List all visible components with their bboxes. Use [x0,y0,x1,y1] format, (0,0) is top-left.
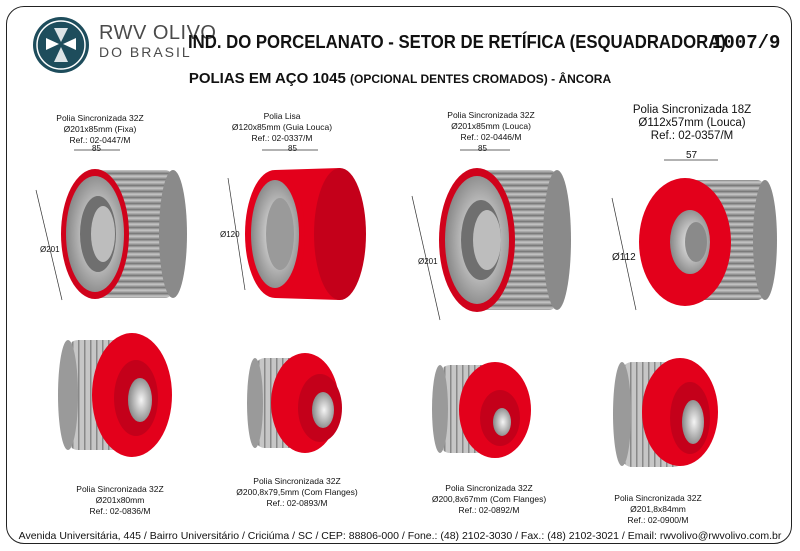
pulley-label-5-ref: Ref.: 02-0836/M [89,506,151,516]
pulley-02-0446 [412,150,571,320]
dim-width-1: 85 [92,144,101,153]
pulley-02-0893 [247,353,342,453]
pulley-02-0892 [432,362,531,458]
pulley-label-7-type: Polia Sincronizada 32Z [445,483,533,493]
dim-width-2: 85 [288,144,297,153]
pulley-label-4-type: Polia Sincronizada 18Z [632,104,752,116]
pulley-label-8-ref: Ref.: 02-0900/M [627,515,689,525]
pulley-label-4 [622,104,762,143]
pulley-label-2-ref: Ref.: 02-0337/M [251,133,313,143]
pulley-label-1-type: Polia Sincronizada 32Z [56,113,144,123]
pulley-label-1 [40,113,160,146]
dim-diameter-3: Ø201 [418,257,438,266]
pulley-02-0836 [58,333,172,457]
dim-width-4: 57 [686,150,698,161]
pulley-02-0900 [613,358,718,467]
pulley-label-3-type: Polia Sincronizada 32Z [447,110,535,120]
pulley-label-4-ref: Ref.: 02-0357/M [650,130,734,142]
dim-diameter-2: Ø120 [220,230,240,239]
pulley-label-5-size: Ø201x80mm [95,495,145,505]
subtitle-main: POLIAS EM AÇO 1045 [188,70,346,87]
pulley-label-7-ref: Ref.: 02-0892/M [458,505,520,515]
pulley-label-3-ref: Ref.: 02-0446/M [460,132,522,142]
pulley-label-5-type: Polia Sincronizada 32Z [76,484,164,494]
pulley-label-4-size: Ø112x57mm (Louca) [638,117,746,129]
page-title: IND. DO PORCELANATO - SETOR DE RETÍFICA (ESQUADRADORA) [188,32,726,52]
pulley-label-7-size: Ø200,8x67mm (Com Flanges) [431,494,547,504]
pulley-label-6-size: Ø200,8x79,5mm (Com Flanges) [236,487,358,497]
pulley-02-0447 [36,150,187,300]
subtitle-tail: - ÂNCORA [547,72,612,86]
pulley-label-7 [414,483,564,516]
pulley-label-6-type: Polia Sincronizada 32Z [253,476,341,486]
pulley-02-0357 [612,160,777,310]
dim-diameter-4: Ø112 [612,252,636,263]
pulley-label-8 [598,493,718,526]
document-code: I007/9 [712,32,781,54]
pulley-label-3-size: Ø201x85mm (Louca) [451,121,531,131]
brand-name: RWV OLIVO [99,22,217,44]
pulley-label-6-ref: Ref.: 02-0893/M [266,498,328,508]
brand-subname: DO BRASIL [99,44,192,60]
pulley-label-2-size: Ø120x85mm (Guia Louca) [231,122,333,132]
subtitle-option: (OPCIONAL DENTES CROMADOS) [350,72,548,86]
pulley-label-5 [60,484,180,517]
pulley-label-3 [431,110,551,143]
pulley-02-0337 [228,150,366,300]
pulley-label-2-type: Polia Lisa [263,111,301,121]
pulley-label-8-size: Ø201,8x84mm [630,504,686,514]
dim-width-3: 85 [478,144,487,153]
pulley-label-6 [222,476,372,509]
dim-diameter-1: Ø201 [40,245,60,254]
footer-contact: Avenida Universitária, 445 / Bairro Universitário / Criciúma / SC / CEP: 88806-000 / Fone.: (48) 2102-3030 / Fax.: (48) 2102-3021 / Email: rwvolivo@rwvolivo.com.br [18,530,782,542]
pulley-label-2 [222,111,342,144]
pulley-label-1-size: Ø201x85mm (Fixa) [63,124,137,134]
pulley-label-1-ref: Ref.: 02-0447/M [69,135,131,145]
pulley-label-8-type: Polia Sincronizada 32Z [614,493,702,503]
